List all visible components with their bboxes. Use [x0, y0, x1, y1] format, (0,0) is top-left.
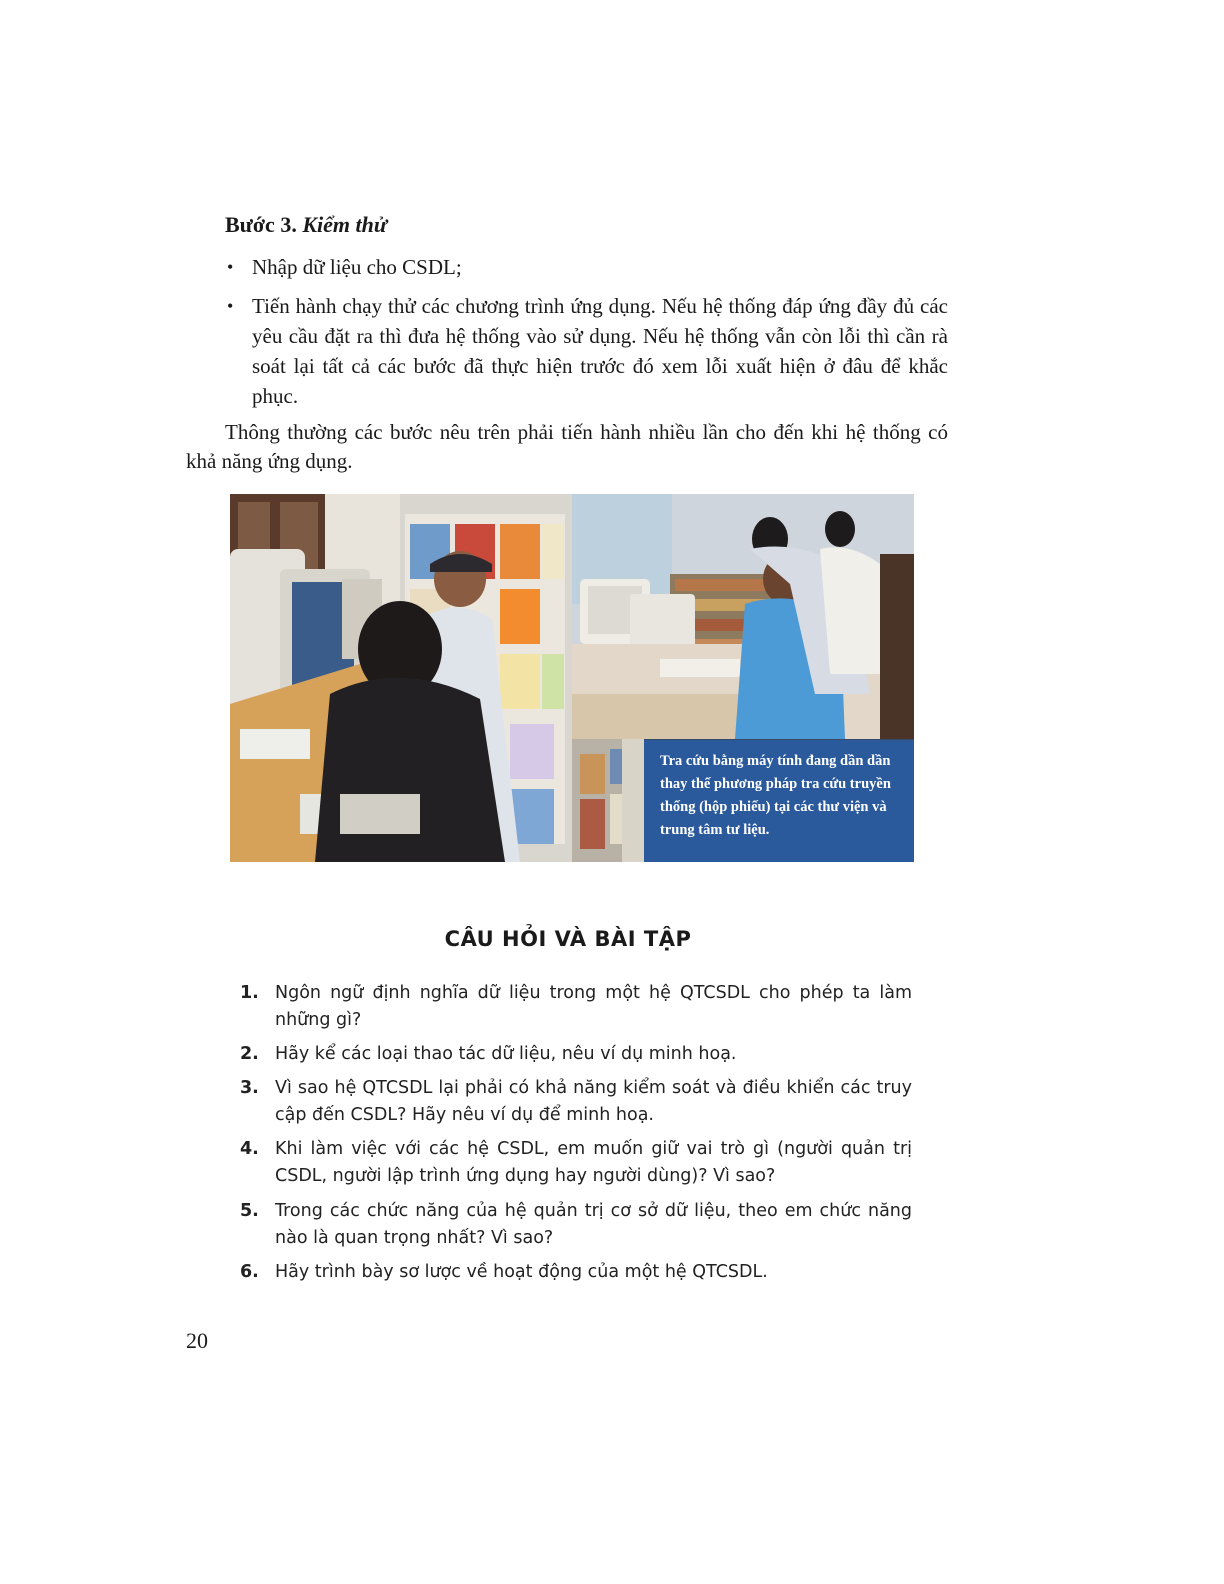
question-number: 5.	[240, 1201, 259, 1221]
question-text: Hãy kể các loại thao tác dữ liệu, nêu ví dụ minh hoạ.	[275, 1044, 737, 1064]
question-item	[240, 1259, 912, 1286]
bullet-text: Tiến hành chạy thử các chương trình ứng dụng. Nếu hệ thống đáp ứng đầy đủ các yêu cầu đặt ra thì đưa hệ thống vào sử dụng. Nếu hệ thống vẫn còn lỗi thì cần rà soát lại tất cả các bước đã thực hiện trước đó xem lỗi xuất hiện ở đâu để khắc phục.	[252, 294, 948, 408]
question-item	[240, 1136, 912, 1190]
question-number: 4.	[240, 1139, 259, 1159]
question-item	[240, 980, 912, 1034]
question-text: Vì sao hệ QTCSDL lại phải có khả năng kiểm soát và điều khiển các truy cập đến CSDL? Hãy nêu ví dụ để minh hoạ.	[275, 1078, 912, 1125]
question-number: 3.	[240, 1078, 259, 1098]
photo-caption: Tra cứu bằng máy tính đang dần dần thay thế phương pháp tra cứu truyền thống (hộp phiếu) tại các thư viện và trung tâm tư liệu.	[660, 753, 891, 838]
photo-caption-box	[644, 740, 914, 862]
page-number: 20	[186, 1328, 208, 1353]
step-heading	[225, 212, 387, 238]
question-text: Ngôn ngữ định nghĩa dữ liệu trong một hệ QTCSDL cho phép ta làm những gì?	[275, 983, 912, 1030]
step-label: Bước 3.	[225, 212, 297, 237]
question-text: Trong các chức năng của hệ quản trị cơ sở dữ liệu, theo em chức năng nào là quan trọng nhất? Vì sao?	[275, 1201, 912, 1248]
question-number: 6.	[240, 1262, 259, 1282]
question-text: Hãy trình bày sơ lược về hoạt động của một hệ QTCSDL.	[275, 1262, 768, 1282]
question-text: Khi làm việc với các hệ CSDL, em muốn giữ vai trò gì (người quản trị CSDL, người lập trình ứng dụng hay người dùng)? Vì sao?	[275, 1139, 912, 1186]
question-item	[240, 1041, 912, 1068]
question-number: 2.	[240, 1044, 259, 1064]
question-item	[240, 1075, 912, 1129]
bullet-dot-icon: •	[227, 296, 234, 316]
section-title-text: CÂU HỎI VÀ BÀI TẬP	[444, 927, 692, 951]
bullet-text: Nhập dữ liệu cho CSDL;	[252, 255, 462, 279]
bullet-item	[225, 291, 948, 411]
question-item	[240, 1198, 912, 1252]
question-number: 1.	[240, 983, 259, 1003]
bullet-item	[225, 252, 948, 282]
section-title	[0, 927, 1224, 951]
body-paragraph: Thông thường các bước nêu trên phải tiến hành nhiều lần cho đến khi hệ thống có khả năng ứng dụng.	[186, 420, 948, 473]
step-title: Kiểm thử	[302, 212, 388, 237]
bullet-dot-icon: •	[227, 257, 234, 277]
